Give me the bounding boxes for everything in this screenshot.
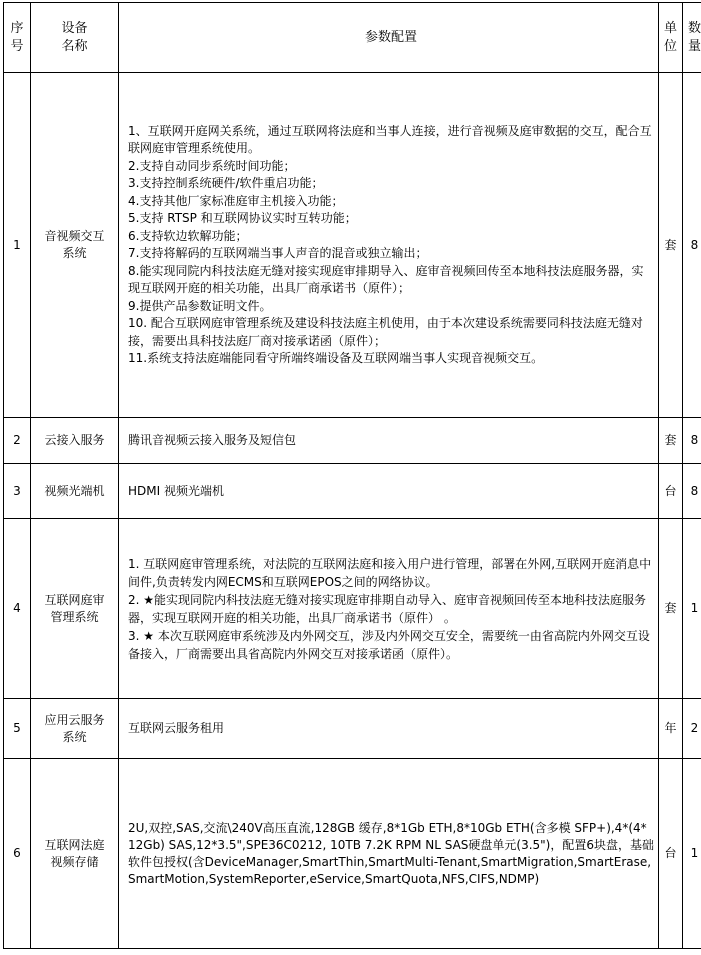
header-param: 参数配置 bbox=[119, 3, 659, 73]
table-row bbox=[4, 418, 701, 464]
header-qty: 数量 bbox=[683, 3, 701, 73]
row-name: 云接入服务 bbox=[31, 418, 119, 464]
table-row bbox=[4, 519, 701, 699]
param-line: 7.支持将解码的互联网端当事人声音的混音或独立输出； bbox=[128, 246, 428, 260]
row-param bbox=[119, 759, 659, 949]
row-name: 视频光端机 bbox=[31, 464, 119, 519]
row-no: 1 bbox=[4, 73, 31, 418]
header-unit: 单位 bbox=[659, 3, 683, 73]
row-no: 2 bbox=[4, 418, 31, 464]
param-line: 6.支持软边软解功能； bbox=[128, 228, 248, 243]
row-unit: 台 bbox=[659, 464, 683, 519]
row-qty: 1 bbox=[683, 759, 701, 949]
row-qty: 2 bbox=[683, 699, 701, 759]
param-line: HDMI 视频光端机 bbox=[128, 483, 224, 498]
row-name: 互联网法庭视频存储 bbox=[31, 759, 119, 949]
row-no: 5 bbox=[4, 699, 31, 759]
row-name: 音视频交互系统 bbox=[31, 73, 119, 418]
row-qty: 8 bbox=[683, 464, 701, 519]
table-header-row bbox=[4, 3, 701, 73]
table-row bbox=[4, 73, 701, 418]
param-line: 3.支持控制系统硬件/软件重启功能； bbox=[128, 176, 324, 190]
row-qty: 8 bbox=[683, 418, 701, 464]
row-name: 应用云服务系统 bbox=[31, 699, 119, 759]
param-line: 3. ★ 本次互联网庭审系统涉及内外网交互，涉及内外网交互安全，需要统一由省高院内外网交互设备接入，厂商需要出具省高院内外网交互对接承诺函（原件）。 bbox=[128, 628, 650, 661]
param-line: 1. 互联网庭审管理系统，对法院的互联网法庭和接入用户进行管理，部署在外网,互联网开庭消息中间件,负责转发内网ECMS和互联网EPOS之间的网络协议。 bbox=[128, 556, 652, 589]
row-unit: 套 bbox=[659, 73, 683, 418]
param-line: 2. ★能实现同院内科技法庭无缝对接实现庭审排期自动导入、庭审音视频回传至本地科技法庭服务器，实现互联网开庭的相关功能，出具厂商承诺书（原件） 。 bbox=[128, 592, 647, 625]
row-param bbox=[119, 418, 659, 464]
row-unit: 套 bbox=[659, 418, 683, 464]
row-qty: 8 bbox=[683, 73, 701, 418]
param-line: 4.支持其他厂家标准庭审主机接入功能； bbox=[128, 193, 344, 208]
header-no: 序号 bbox=[4, 3, 31, 73]
row-unit: 台 bbox=[659, 759, 683, 949]
row-param bbox=[119, 519, 659, 699]
row-no: 3 bbox=[4, 464, 31, 519]
param-line: 互联网云服务租用 bbox=[128, 721, 225, 735]
table-row bbox=[4, 699, 701, 759]
table-row bbox=[4, 464, 701, 519]
row-unit: 年 bbox=[659, 699, 683, 759]
param-line: 9.提供产品参数证明文件。 bbox=[128, 298, 272, 313]
row-param bbox=[119, 699, 659, 759]
row-unit: 套 bbox=[659, 519, 683, 699]
row-param bbox=[119, 73, 659, 418]
param-line: 腾讯音视频云接入服务及短信包 bbox=[128, 433, 297, 447]
param-line: 11.系统支持法庭端能同看守所端终端设备及互联网端当事人实现音视频交互。 bbox=[128, 351, 544, 365]
param-line: 2U,双控,SAS,交流\240V高压直流,128GB 缓存,8*1Gb ETH,8*10Gb ETH(含多模 SFP+),4*(4*12Gb) SAS,12*3.5",SPE36C0212, 10TB 7.2K RPM NL SAS硬盘单元(3.5")，配置6块盘，基础软件包授权(含DeviceManager,SmartThin,SmartMulti-Tenant,SmartMigration,SmartErase,SmartMotion,SystemReporter,eService,SmartQuota,NFS,CIFS,NDMP) bbox=[128, 820, 655, 886]
table-row bbox=[4, 759, 701, 949]
param-line: 10. 配合互联网庭审管理系统及建设科技法庭主机使用，由于本次建设系统需要同科技法庭无缝对接，需要出具科技法庭厂商对接承诺函（原件）； bbox=[128, 316, 643, 348]
param-line: 2.支持自动同步系统时间功能； bbox=[128, 158, 296, 173]
row-no: 6 bbox=[4, 759, 31, 949]
row-qty: 1 bbox=[683, 519, 701, 699]
row-no: 4 bbox=[4, 519, 31, 699]
row-param bbox=[119, 464, 659, 519]
row-name: 互联网庭审管理系统 bbox=[31, 519, 119, 699]
equipment-table bbox=[3, 2, 701, 949]
param-line: 8.能实现同院内科技法庭无缝对接实现庭审排期导入、庭审音视频回传至本地科技法庭服务器，实现互联网开庭的相关功能，出具厂商承诺书（原件）； bbox=[128, 263, 644, 295]
param-line: 1、互联网开庭网关系统，通过互联网将法庭和当事人连接，进行音视频及庭审数据的交互，配合互联网庭审管理系统使用。 bbox=[128, 123, 652, 155]
header-name: 设备名称 bbox=[31, 3, 119, 73]
param-line: 5.支持 RTSP 和互联网协议实时互转功能； bbox=[128, 211, 357, 225]
